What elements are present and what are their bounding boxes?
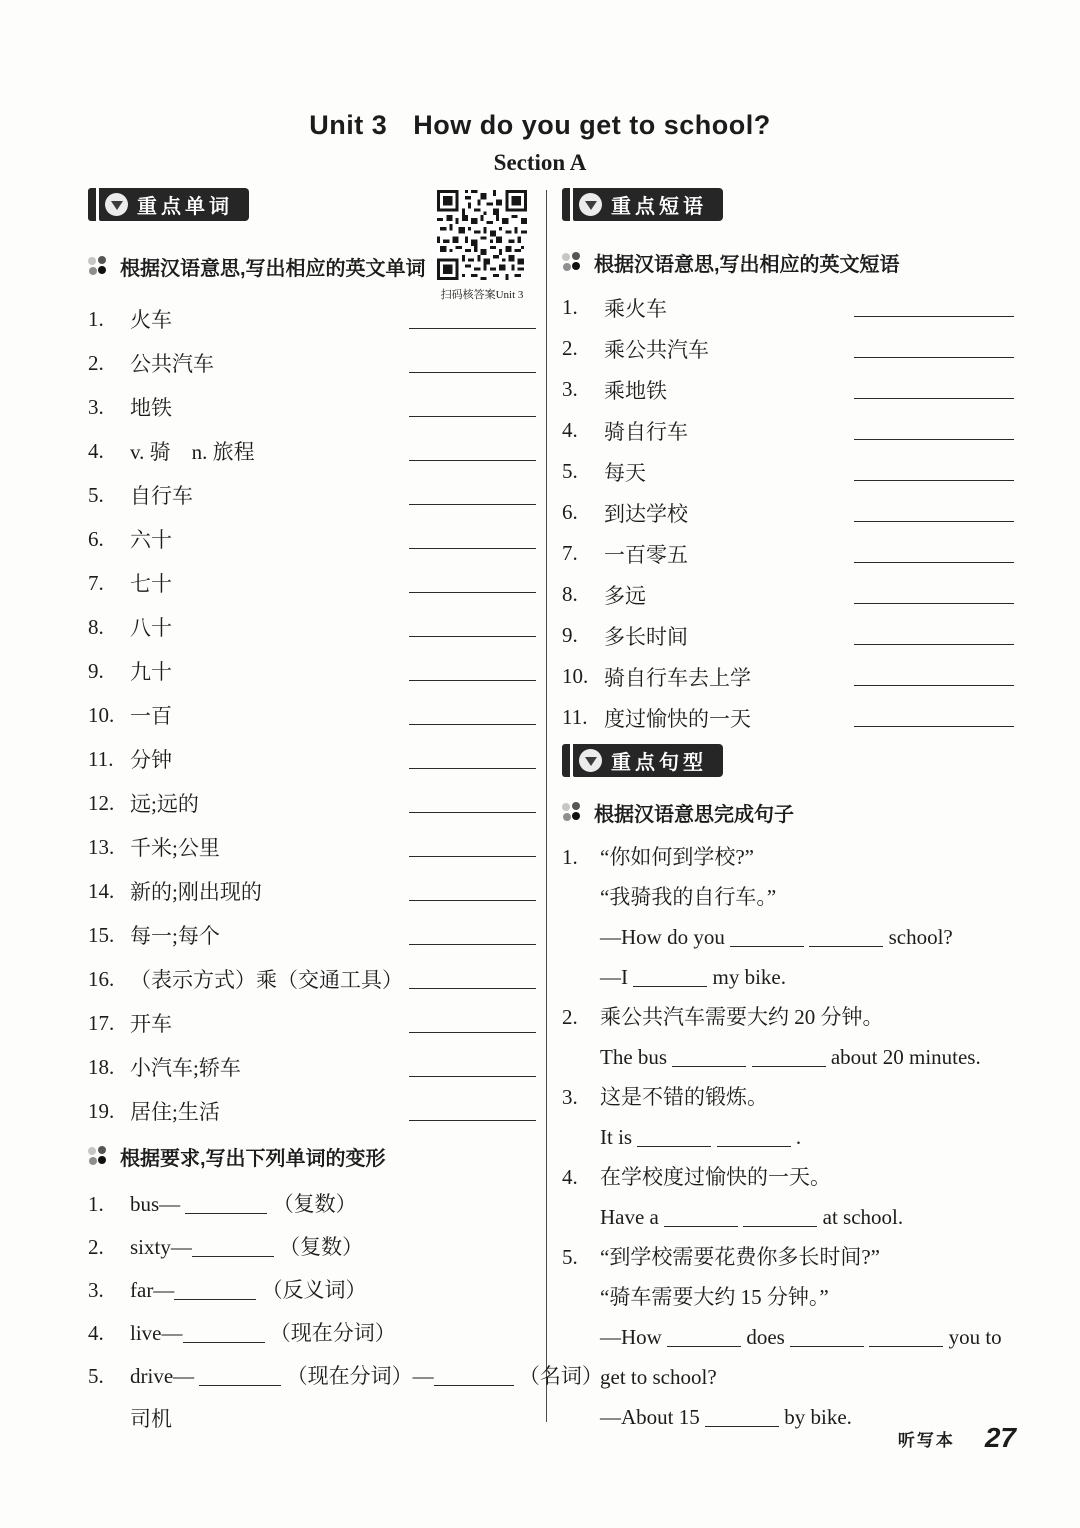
text-line (600, 1277, 1002, 1317)
right-column (562, 188, 1014, 1437)
sentence-lines (600, 1157, 903, 1237)
four-dots-icon (562, 252, 583, 273)
item-number: 1. (88, 1192, 104, 1216)
answer-blank (730, 946, 804, 947)
bracket-decoration (88, 188, 96, 221)
phrase-row (562, 615, 1014, 656)
page-header (0, 110, 1080, 176)
item-text: 乘火车 (604, 296, 667, 321)
four-dots-icon (88, 1146, 109, 1167)
badge-label: 重点单词 (137, 196, 233, 218)
word-row (88, 429, 536, 473)
text-line (600, 877, 953, 917)
text-line (130, 1269, 367, 1312)
transform-row (88, 1226, 536, 1269)
text-line (130, 1312, 396, 1355)
word-row (88, 1089, 536, 1133)
qr-code (437, 190, 527, 280)
sentence-lines (600, 997, 981, 1077)
answer-blank (409, 460, 536, 461)
answer-blank (409, 416, 536, 417)
phrase-row (562, 492, 1014, 533)
transform-lines (130, 1355, 603, 1441)
item-number: 15. (88, 922, 115, 947)
sentence-completion-list (562, 837, 1014, 1437)
item-number: 5. (88, 1364, 104, 1388)
text-segment: 在学校度过愉快的一天。 (600, 1165, 831, 1189)
item-text: v. 骑 n. 旅程 (130, 440, 255, 464)
item-number: 4. (562, 1165, 578, 1189)
item-text: 乘公共汽车 (604, 337, 709, 362)
item-number: 8. (88, 614, 104, 639)
text-segment: （现在分词）— (281, 1364, 434, 1388)
item-number: 7. (562, 541, 578, 565)
item-text: 自行车 (130, 484, 193, 508)
answer-blank (409, 856, 536, 857)
item-text: 骑自行车 (604, 419, 688, 444)
transform-row (88, 1312, 536, 1355)
item-text: 七十 (130, 572, 172, 596)
word-row (88, 1001, 536, 1045)
text-line (600, 837, 953, 877)
item-number: 11. (88, 746, 114, 771)
answer-blank (854, 726, 1014, 727)
sentence-item (562, 1157, 1014, 1237)
answer-blank (409, 812, 536, 813)
word-row (88, 1045, 536, 1089)
key-phrases-badge (562, 188, 723, 221)
text-segment: 司机 (130, 1407, 172, 1431)
unit-question: How do you get to school? (413, 110, 771, 140)
instruction-sentences (562, 798, 1014, 827)
text-line (600, 957, 953, 997)
item-number: 3. (562, 1085, 578, 1109)
item-text: 九十 (130, 660, 172, 684)
answer-blank (174, 1299, 256, 1300)
answer-blank (409, 724, 536, 725)
text-line (600, 1157, 903, 1197)
answer-blank (854, 316, 1014, 317)
answer-blank (409, 988, 536, 989)
sentence-item (562, 1077, 1014, 1157)
answer-blank (854, 685, 1014, 686)
sentence-lines (600, 1077, 801, 1157)
instruction-text: 根据汉语意思,写出相应的英文短语 (594, 254, 900, 276)
answer-blank (743, 1226, 817, 1227)
phrase-row (562, 287, 1014, 328)
answer-blank (633, 986, 707, 987)
text-segment: —How do you (600, 925, 731, 949)
answer-blank (869, 1346, 943, 1347)
item-number: 4. (88, 438, 104, 463)
item-number: 10. (88, 702, 115, 727)
instruction-text: 根据汉语意思完成句子 (594, 804, 794, 826)
word-row (88, 825, 536, 869)
answer-blank (717, 1146, 791, 1147)
text-line (600, 917, 953, 957)
item-text: 每天 (604, 460, 646, 485)
answer-blank (192, 1256, 274, 1257)
item-text: （表示方式）乘（交通工具） (130, 968, 403, 992)
answer-blank (637, 1146, 711, 1147)
answer-blank (185, 1213, 267, 1214)
item-text: 度过愉快的一天 (604, 706, 751, 731)
sentence-item (562, 1237, 1014, 1437)
key-words-list (88, 297, 536, 1133)
qr-caption: 扫码核答案Unit 3 (440, 289, 524, 301)
answer-blank (667, 1346, 741, 1347)
text-segment: “到学校需要花费你多长时间?” (600, 1245, 880, 1269)
text-segment: —I (600, 965, 634, 989)
answer-blank (705, 1426, 779, 1427)
text-segment: . (790, 1125, 802, 1149)
item-number: 11. (562, 705, 588, 729)
bracket-decoration (562, 188, 570, 221)
text-line (600, 1317, 1002, 1357)
text-segment: about 20 minutes. (825, 1045, 981, 1069)
four-dots-icon (88, 256, 109, 277)
item-number: 2. (88, 1235, 104, 1259)
footer-label: 听写本 (897, 1430, 955, 1450)
section-title: Section A (493, 150, 587, 175)
transform-lines (130, 1269, 367, 1312)
answer-blank (854, 480, 1014, 481)
text-segment: 乘公共汽车需要大约 20 分钟。 (600, 1005, 884, 1029)
text-segment: my bike. (707, 965, 786, 989)
text-segment: （反义词） (256, 1278, 367, 1302)
word-row (88, 517, 536, 561)
word-transforms-list (88, 1183, 603, 1441)
text-line (600, 1197, 903, 1237)
item-number: 16. (88, 966, 115, 991)
item-number: 17. (88, 1010, 115, 1035)
text-segment: at school. (817, 1205, 904, 1229)
word-row (88, 297, 536, 341)
item-number: 14. (88, 878, 115, 903)
text-line (130, 1398, 603, 1441)
answer-blank (409, 504, 536, 505)
chevron-down-icon (579, 193, 602, 216)
phrase-row (562, 410, 1014, 451)
phrase-row (562, 656, 1014, 697)
phrase-row (562, 574, 1014, 615)
answer-blank (854, 521, 1014, 522)
word-row (88, 693, 536, 737)
text-line (600, 1357, 1002, 1397)
item-text: 每一;每个 (130, 924, 220, 948)
answer-blank (183, 1342, 265, 1343)
item-text: 公共汽车 (130, 352, 214, 376)
answer-blank (409, 636, 536, 637)
answer-blank (409, 900, 536, 901)
answer-blank (409, 1120, 536, 1121)
bracket-decoration (562, 744, 570, 777)
phrase-row (562, 533, 1014, 574)
answer-blank (664, 1226, 738, 1227)
answer-blank (752, 1066, 826, 1067)
text-segment: 这是不错的锻炼。 (600, 1085, 768, 1109)
qr-code-block (436, 190, 528, 302)
item-number: 3. (88, 394, 104, 419)
item-number: 9. (562, 623, 578, 647)
text-segment: The bus (600, 1045, 673, 1069)
item-text: 一百零五 (604, 542, 688, 567)
item-number: 1. (562, 845, 578, 869)
answer-blank (409, 328, 536, 329)
badge-label: 重点句型 (611, 752, 707, 774)
word-row (88, 913, 536, 957)
item-text: 地铁 (130, 396, 172, 420)
phrase-row (562, 451, 1014, 492)
item-text: 八十 (130, 616, 172, 640)
instruction-text: 根据汉语意思,写出相应的英文单词 (120, 258, 426, 280)
text-segment: far— (130, 1278, 175, 1302)
text-line (130, 1226, 363, 1269)
item-text: 新的;刚出现的 (130, 880, 262, 904)
phrase-row (562, 697, 1014, 738)
word-row (88, 561, 536, 605)
word-row (88, 737, 536, 781)
instruction-text: 根据要求,写出下列单词的变形 (120, 1148, 386, 1170)
item-text: 开车 (130, 1012, 172, 1036)
text-line (600, 1237, 1002, 1277)
text-segment: —About 15 (600, 1405, 705, 1429)
item-number: 10. (562, 664, 589, 688)
text-segment: “我骑我的自行车。” (600, 885, 777, 909)
sentence-lines (600, 837, 953, 997)
text-segment: bus— (130, 1192, 186, 1216)
item-number: 12. (88, 790, 115, 815)
transform-row (88, 1355, 603, 1441)
answer-blank (409, 1076, 536, 1077)
text-segment: （复数） (267, 1192, 357, 1216)
item-number: 2. (562, 336, 578, 360)
text-segment: Have a (600, 1205, 665, 1229)
item-number: 3. (562, 377, 578, 401)
text-segment: —How (600, 1325, 668, 1349)
item-number: 4. (562, 418, 578, 442)
key-words-badge (88, 188, 249, 221)
item-text: 分钟 (130, 748, 172, 772)
item-number: 1. (562, 295, 578, 319)
answer-blank (409, 680, 536, 681)
text-line (600, 1117, 801, 1157)
answer-blank (790, 1346, 864, 1347)
word-row (88, 957, 536, 1001)
answer-blank (409, 944, 536, 945)
answer-blank (672, 1066, 746, 1067)
answer-blank (854, 357, 1014, 358)
text-segment: get to school? (600, 1365, 717, 1389)
text-segment: you to (943, 1325, 1002, 1349)
item-text: 到达学校 (604, 501, 688, 526)
answer-blank (409, 768, 536, 769)
item-number: 2. (88, 350, 104, 375)
item-number: 4. (88, 1321, 104, 1345)
word-row (88, 649, 536, 693)
answer-blank (854, 562, 1014, 563)
text-segment: It is (600, 1125, 638, 1149)
text-segment: live— (130, 1321, 183, 1345)
transform-lines (130, 1183, 357, 1226)
instruction-transforms (88, 1142, 536, 1171)
transform-row (88, 1269, 536, 1312)
item-number: 5. (562, 459, 578, 483)
item-text: 六十 (130, 528, 172, 552)
answer-blank (409, 592, 536, 593)
key-phrases-list (562, 287, 1014, 738)
answer-blank (199, 1385, 281, 1386)
text-segment: （现在分词） (264, 1321, 396, 1345)
page-number: 27 (984, 1422, 1016, 1453)
word-row (88, 341, 536, 385)
text-line (600, 1037, 981, 1077)
unit-label: Unit 3 (309, 110, 388, 140)
sentence-item (562, 837, 1014, 997)
answer-blank (409, 548, 536, 549)
text-segment: “骑车需要大约 15 分钟。” (600, 1285, 829, 1309)
left-column (88, 188, 603, 1441)
page-title (0, 110, 1080, 141)
text-segment: （名词） (513, 1364, 603, 1388)
answer-blank (854, 644, 1014, 645)
text-segment: （复数） (273, 1235, 364, 1259)
phrase-row (562, 328, 1014, 369)
item-number: 6. (562, 500, 578, 524)
transform-lines (130, 1226, 363, 1269)
word-row (88, 605, 536, 649)
transform-lines (130, 1312, 396, 1355)
text-segment: does (741, 1325, 791, 1349)
item-text: 骑自行车去上学 (604, 665, 751, 690)
item-text: 乘地铁 (604, 378, 667, 403)
sentence-lines (600, 1237, 1002, 1437)
transform-row (88, 1183, 536, 1226)
sentence-item (562, 997, 1014, 1077)
text-segment: school? (883, 925, 953, 949)
word-row (88, 473, 536, 517)
badge-label: 重点短语 (611, 196, 707, 218)
word-row (88, 385, 536, 429)
text-line (130, 1183, 357, 1226)
item-number: 7. (88, 570, 104, 595)
item-text: 多长时间 (604, 624, 688, 649)
page-footer (898, 1422, 1016, 1454)
item-text: 小汽车;轿车 (130, 1056, 241, 1080)
text-segment: sixty— (130, 1235, 192, 1259)
answer-blank (854, 439, 1014, 440)
item-text: 千米;公里 (130, 836, 220, 860)
answer-blank (409, 372, 536, 373)
item-number: 5. (88, 482, 104, 507)
text-segment: “你如何到学校?” (600, 845, 754, 869)
text-segment: drive— (130, 1364, 200, 1388)
key-sentences-badge (562, 744, 723, 777)
answer-blank (854, 398, 1014, 399)
text-line (600, 1077, 801, 1117)
item-text: 远;远的 (130, 792, 199, 816)
item-number: 18. (88, 1054, 115, 1079)
item-text: 火车 (130, 308, 172, 332)
item-number: 2. (562, 1005, 578, 1029)
answer-blank (409, 1032, 536, 1033)
text-line (600, 997, 981, 1037)
item-number: 13. (88, 834, 115, 859)
item-text: 一百 (130, 704, 172, 728)
word-row (88, 781, 536, 825)
item-text: 居住;生活 (130, 1100, 220, 1124)
item-number: 5. (562, 1245, 578, 1269)
answer-blank (434, 1385, 514, 1386)
chevron-down-icon (105, 193, 128, 216)
instruction-phrases (562, 248, 1014, 277)
chevron-down-icon (579, 749, 602, 772)
column-divider (546, 190, 547, 1422)
answer-blank (809, 946, 883, 947)
item-number: 3. (88, 1278, 104, 1302)
item-number: 8. (562, 582, 578, 606)
text-segment: by bike. (779, 1405, 852, 1429)
item-text: 多远 (604, 583, 646, 608)
four-dots-icon (562, 802, 583, 823)
item-number: 19. (88, 1098, 115, 1123)
item-number: 6. (88, 526, 104, 551)
item-number: 1. (88, 306, 104, 331)
phrase-row (562, 369, 1014, 410)
word-row (88, 869, 536, 913)
answer-blank (854, 603, 1014, 604)
text-line (130, 1355, 603, 1398)
item-number: 9. (88, 658, 104, 683)
